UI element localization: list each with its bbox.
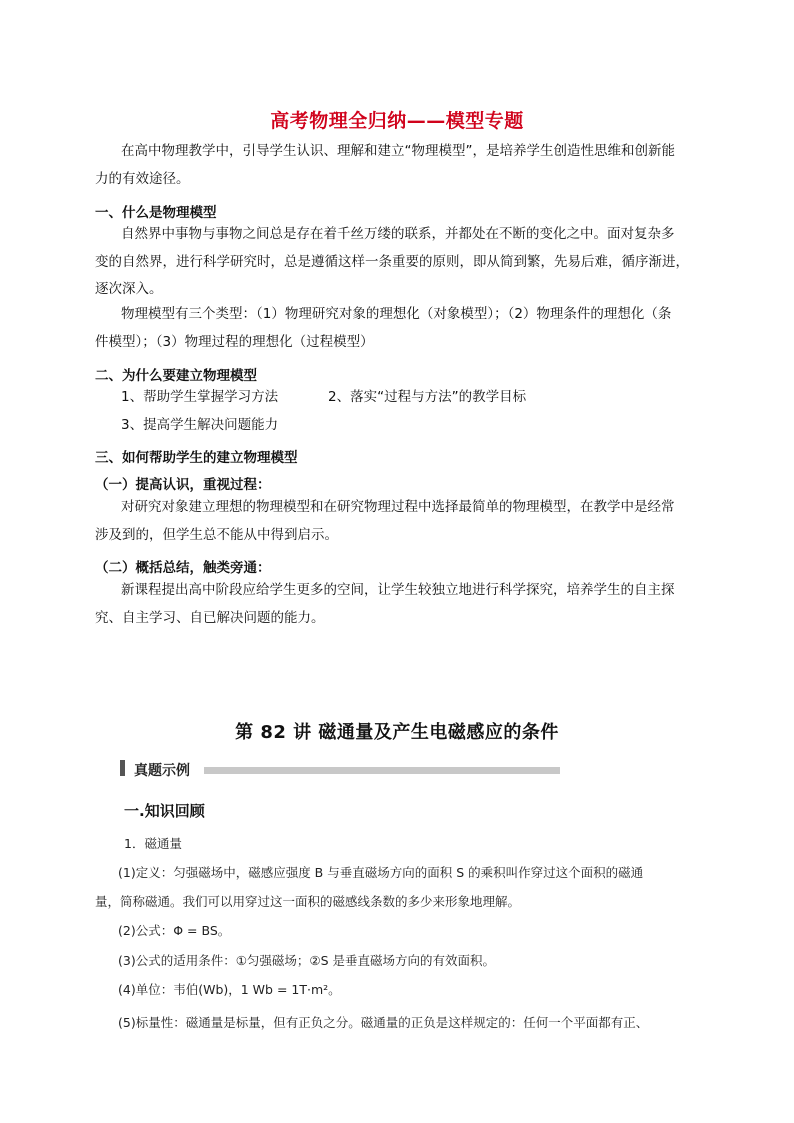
scalar-line: (5)标量性：磁通量是标量，但有正负之分。磁通量的正负是这样规定的：任何一个平面都有正、 — [118, 1015, 649, 1030]
section-label: 真题示例 — [134, 763, 190, 779]
section-3-sub-2-line1: 新课程提出高中阶段应给学生更多的空间，让学生较独立地进行科学探究，培养学生的自主探 — [121, 582, 675, 598]
section-2-item-3: 3、提高学生解决问题能力 — [121, 417, 279, 433]
section-1-heading: 一、什么是物理模型 — [95, 205, 217, 221]
lesson-title: 第 82 讲 磁通量及产生电磁感应的条件 — [235, 722, 559, 743]
intro-line-2: 力的有效途径。 — [95, 171, 190, 187]
review-heading: 一.知识回顾 — [124, 802, 205, 820]
unit-line: (4)单位：韦伯(Wb)，1 Wb = 1T·m²。 — [118, 982, 341, 997]
section-3-sub-2-line2: 究、自主学习、自已解决问题的能力。 — [95, 610, 325, 626]
section-1-para2-line2: 件模型）；（3）物理过程的理想化（过程模型） — [95, 334, 374, 350]
definition-line-1: (1)定义：匀强磁场中，磁感应强度 B 与垂直磁场方向的面积 S 的乘积叫作穿过这个面积的磁通 — [118, 865, 644, 880]
section-3-heading: 三、如何帮助学生的建立物理模型 — [95, 450, 298, 466]
section-marker — [120, 760, 125, 776]
document-title: 高考物理全归纳——模型专题 — [270, 110, 524, 132]
section-3-sub-1-line2: 涉及到的，但学生总不能从中得到启示。 — [95, 527, 338, 543]
section-1-para1-line2: 变的自然界，进行科学研究时，总是遵循这样一条重要的原则，即从简到繁，先易后难，循序渐进， — [95, 254, 689, 270]
conditions-line: (3)公式的适用条件：①匀强磁场；②S 是垂直磁场方向的有效面积。 — [118, 953, 496, 968]
formula-line: (2)公式：Φ = BS。 — [118, 923, 231, 938]
section-1-para2-line1: 物理模型有三个类型：（1）物理研究对象的理想化（对象模型）；（2）物理条件的理想化（条 — [121, 306, 672, 322]
section-1-para1-line3: 逐次深入。 — [95, 281, 163, 297]
section-rule — [204, 767, 560, 774]
intro-line-1: 在高中物理教学中，引导学生认识、理解和建立“物理模型”，是培养学生创造性思维和创新能 — [121, 143, 675, 159]
section-2-heading: 二、为什么要建立物理模型 — [95, 368, 257, 384]
section-banner — [120, 760, 440, 778]
section-3-sub-2: （二）概括总结，触类旁通： — [95, 560, 271, 576]
section-2-item-1: 1、帮助学生掌握学习方法 — [121, 389, 279, 405]
section-3-sub-1-line1: 对研究对象建立理想的物理模型和在研究物理过程中选择最简单的物理模型，在教学中是经常 — [121, 499, 675, 515]
section-3-sub-1: （一）提高认识，重视过程： — [95, 477, 271, 493]
item-heading: 1．磁通量 — [124, 836, 182, 851]
section-2-item-2: 2、落实“过程与方法”的教学目标 — [328, 389, 527, 405]
definition-line-2: 量，简称磁通。我们可以用穿过这一面积的磁感线条数的多少来形象地理解。 — [95, 894, 521, 909]
section-1-para1-line1: 自然界中事物与事物之间总是存在着千丝万缕的联系，并都处在不断的变化之中。面对复杂多 — [121, 226, 675, 242]
